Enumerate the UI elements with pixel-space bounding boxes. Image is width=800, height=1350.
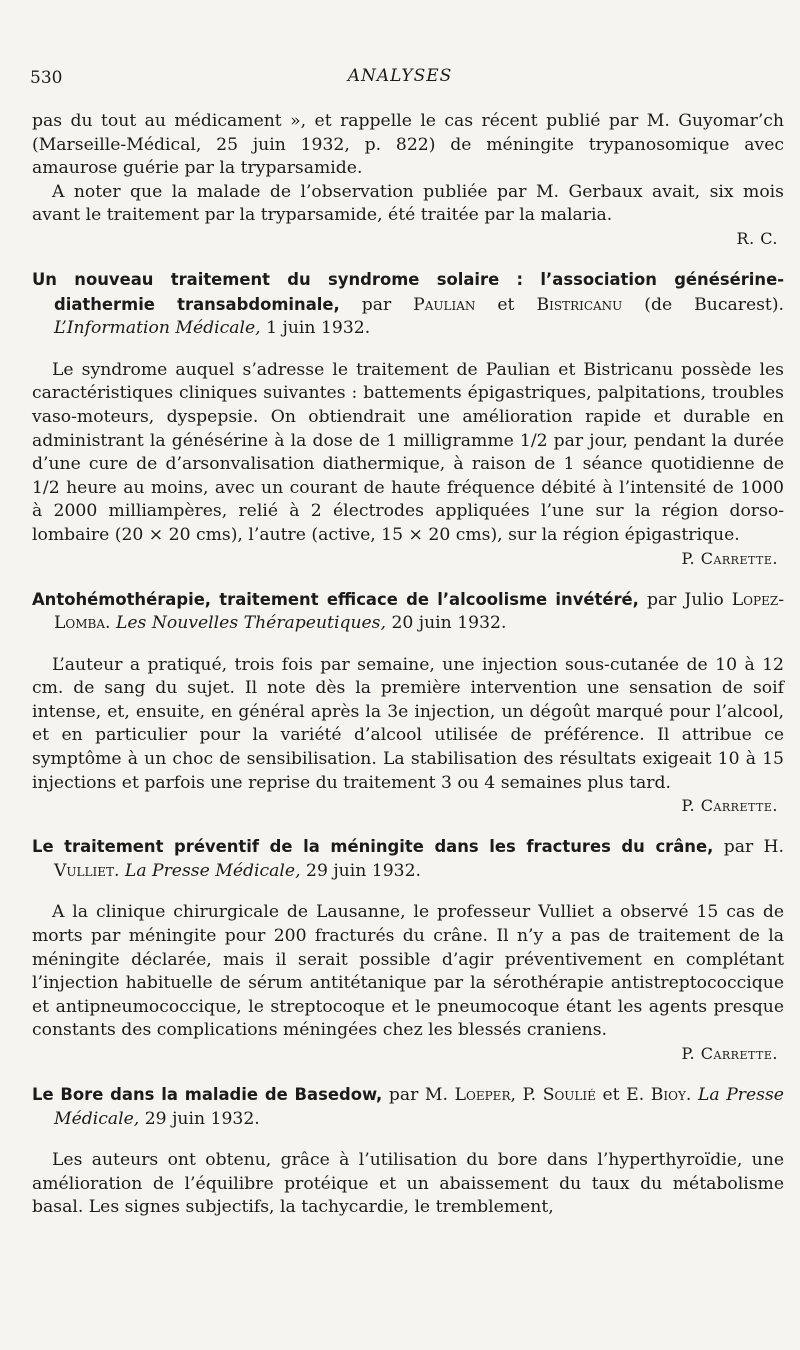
author-name: Lopez-Lomba. bbox=[54, 589, 784, 634]
article-body: Le syndrome auquel s’adresse le traitement de Paulian et Bistricanu possède les caractéristiques cliniques suivantes : battements épigastriques, palpitations, troubles vaso-moteurs, dyspepsie. On obtiendrait une amélioration rapide et durable en administrant la génésérine à la dose de 1 milligramme 1/2 par jour, pendant la durée d’une cure de d’arsonvalisation diathermique, à raison de 1 séance quotidienne de 1/2 heure au moins, avec un courant de haute fréquence débité à l’intensité de 1000 à 2000 milliampères, relié à 2 électrodes appliquées l’une sur la région dorso-lombaire (20 × 20 cms), l’autre (active, 15 × 20 cms), sur la région épigastrique. bbox=[32, 359, 784, 545]
journal-name: L’Information Médicale, bbox=[54, 318, 261, 339]
publication-date: 1 juin 1932. bbox=[266, 318, 371, 339]
journal-name: Les Nouvelles Thérapeutiques, bbox=[115, 613, 386, 634]
article-heading: Le Bore dans la maladie de Basedow, bbox=[32, 1085, 383, 1104]
intro-paragraph: pas du tout au médicament », et rappelle le cas récent publié par M. Guyomar’ch (Marseille-Médical, 25 juin 1932, p. 822) de méningite trypanosomique avec amaurose guérie par la tryparsamide. bbox=[32, 111, 784, 179]
journal-name: La Presse Médicale, bbox=[54, 1085, 784, 1129]
running-title: ANALYSES bbox=[347, 66, 453, 86]
article-heading: Un nouveau traitement du syndrome solaire : l’association génésérine-diathermie transabdominale, bbox=[32, 269, 784, 314]
article-title bbox=[32, 1083, 784, 1131]
byline-word: par Julio bbox=[646, 589, 724, 610]
article-title bbox=[32, 588, 784, 636]
page-header bbox=[30, 62, 770, 92]
signature: P. Carrette. bbox=[681, 1044, 778, 1063]
publication-date: 20 juin 1932. bbox=[391, 613, 507, 634]
article-heading: Le traitement préventif de la méningite dans les fractures du crâne, bbox=[32, 837, 714, 857]
signature: P. Carrette. bbox=[681, 548, 778, 568]
article-title bbox=[32, 268, 784, 341]
author-place: (de Bucarest). bbox=[644, 294, 785, 315]
article-title bbox=[32, 835, 784, 883]
signature: P. Carrette. bbox=[681, 796, 778, 816]
byline-word: P. bbox=[522, 1085, 537, 1105]
signature: R. C. bbox=[736, 228, 778, 248]
author-name: Paulian bbox=[413, 294, 476, 315]
intro-paragraph-2: A noter que la malade de l’observation publiée par M. Gerbaux avait, six mois avant le traitement par la tryparsamide, été traitée par la malaria. bbox=[32, 181, 784, 226]
article bbox=[32, 1083, 784, 1220]
author-name: Loeper, bbox=[454, 1085, 516, 1105]
article-heading: Antohémothérapie, traitement efficace de l’alcoolisme invétéré, bbox=[32, 589, 639, 609]
byline-word: par bbox=[361, 294, 392, 315]
byline-word: et bbox=[497, 294, 515, 315]
article bbox=[32, 835, 784, 1063]
author-name: Bistricanu bbox=[536, 294, 623, 315]
article-body: A la clinique chirurgicale de Lausanne, le professeur Vulliet a observé 15 cas de morts par méningite pour 200 fracturés du crâne. Il n’y a pas de traitement de la méningite déclarée, mais il serait possible d’agir préventivement en complétant l’injection habituelle de sérum antitétanique par la sérothérapie antistreptococcique et antipneumococcique, le streptocoque et le pneumocoque étant les agents presque constants des complications méningées chez les blessés craniens. bbox=[32, 902, 784, 1041]
article bbox=[32, 588, 784, 816]
article bbox=[32, 268, 784, 568]
journal-name: La Presse Médicale, bbox=[124, 860, 301, 881]
byline-word: par H. bbox=[723, 837, 784, 858]
article-body: Les auteurs ont obtenu, grâce à l’utilisation du bore dans l’hyperthyroïdie, une amélioration de l’équilibre protéique et un abaissement du taux du métabolisme basal. Les signes subjectifs, la tachycardie, le tremblement, bbox=[32, 1150, 784, 1218]
page-content bbox=[32, 110, 784, 1220]
publication-date: 29 juin 1932. bbox=[306, 860, 421, 881]
byline-word: et E. bbox=[602, 1085, 645, 1105]
author-name: Bioy. bbox=[650, 1085, 692, 1105]
author-name: Vulliet. bbox=[54, 860, 120, 881]
author-name: Soulié bbox=[542, 1085, 596, 1105]
publication-date: 29 juin 1932. bbox=[144, 1108, 260, 1129]
article-body: L’auteur a pratiqué, trois fois par semaine, une injection sous-cutanée de 10 à 12 cm. de sang du sujet. Il note dès la première intervention une sensation de soif intense, et, ensuite, en général après la 3e injection, un dégoût marqué pour l’alcool, et en particulier pour la variété d’alcool utilisée de préférence. Il attribue ce symptôme à un choc de sensibilisation. La stabilisation des résultats exigeait 10 à 15 injections et parfois une reprise du traitement 3 ou 4 semaines plus tard. bbox=[32, 654, 784, 793]
byline-word: par M. bbox=[388, 1085, 448, 1105]
page-number: 530 bbox=[30, 68, 63, 88]
